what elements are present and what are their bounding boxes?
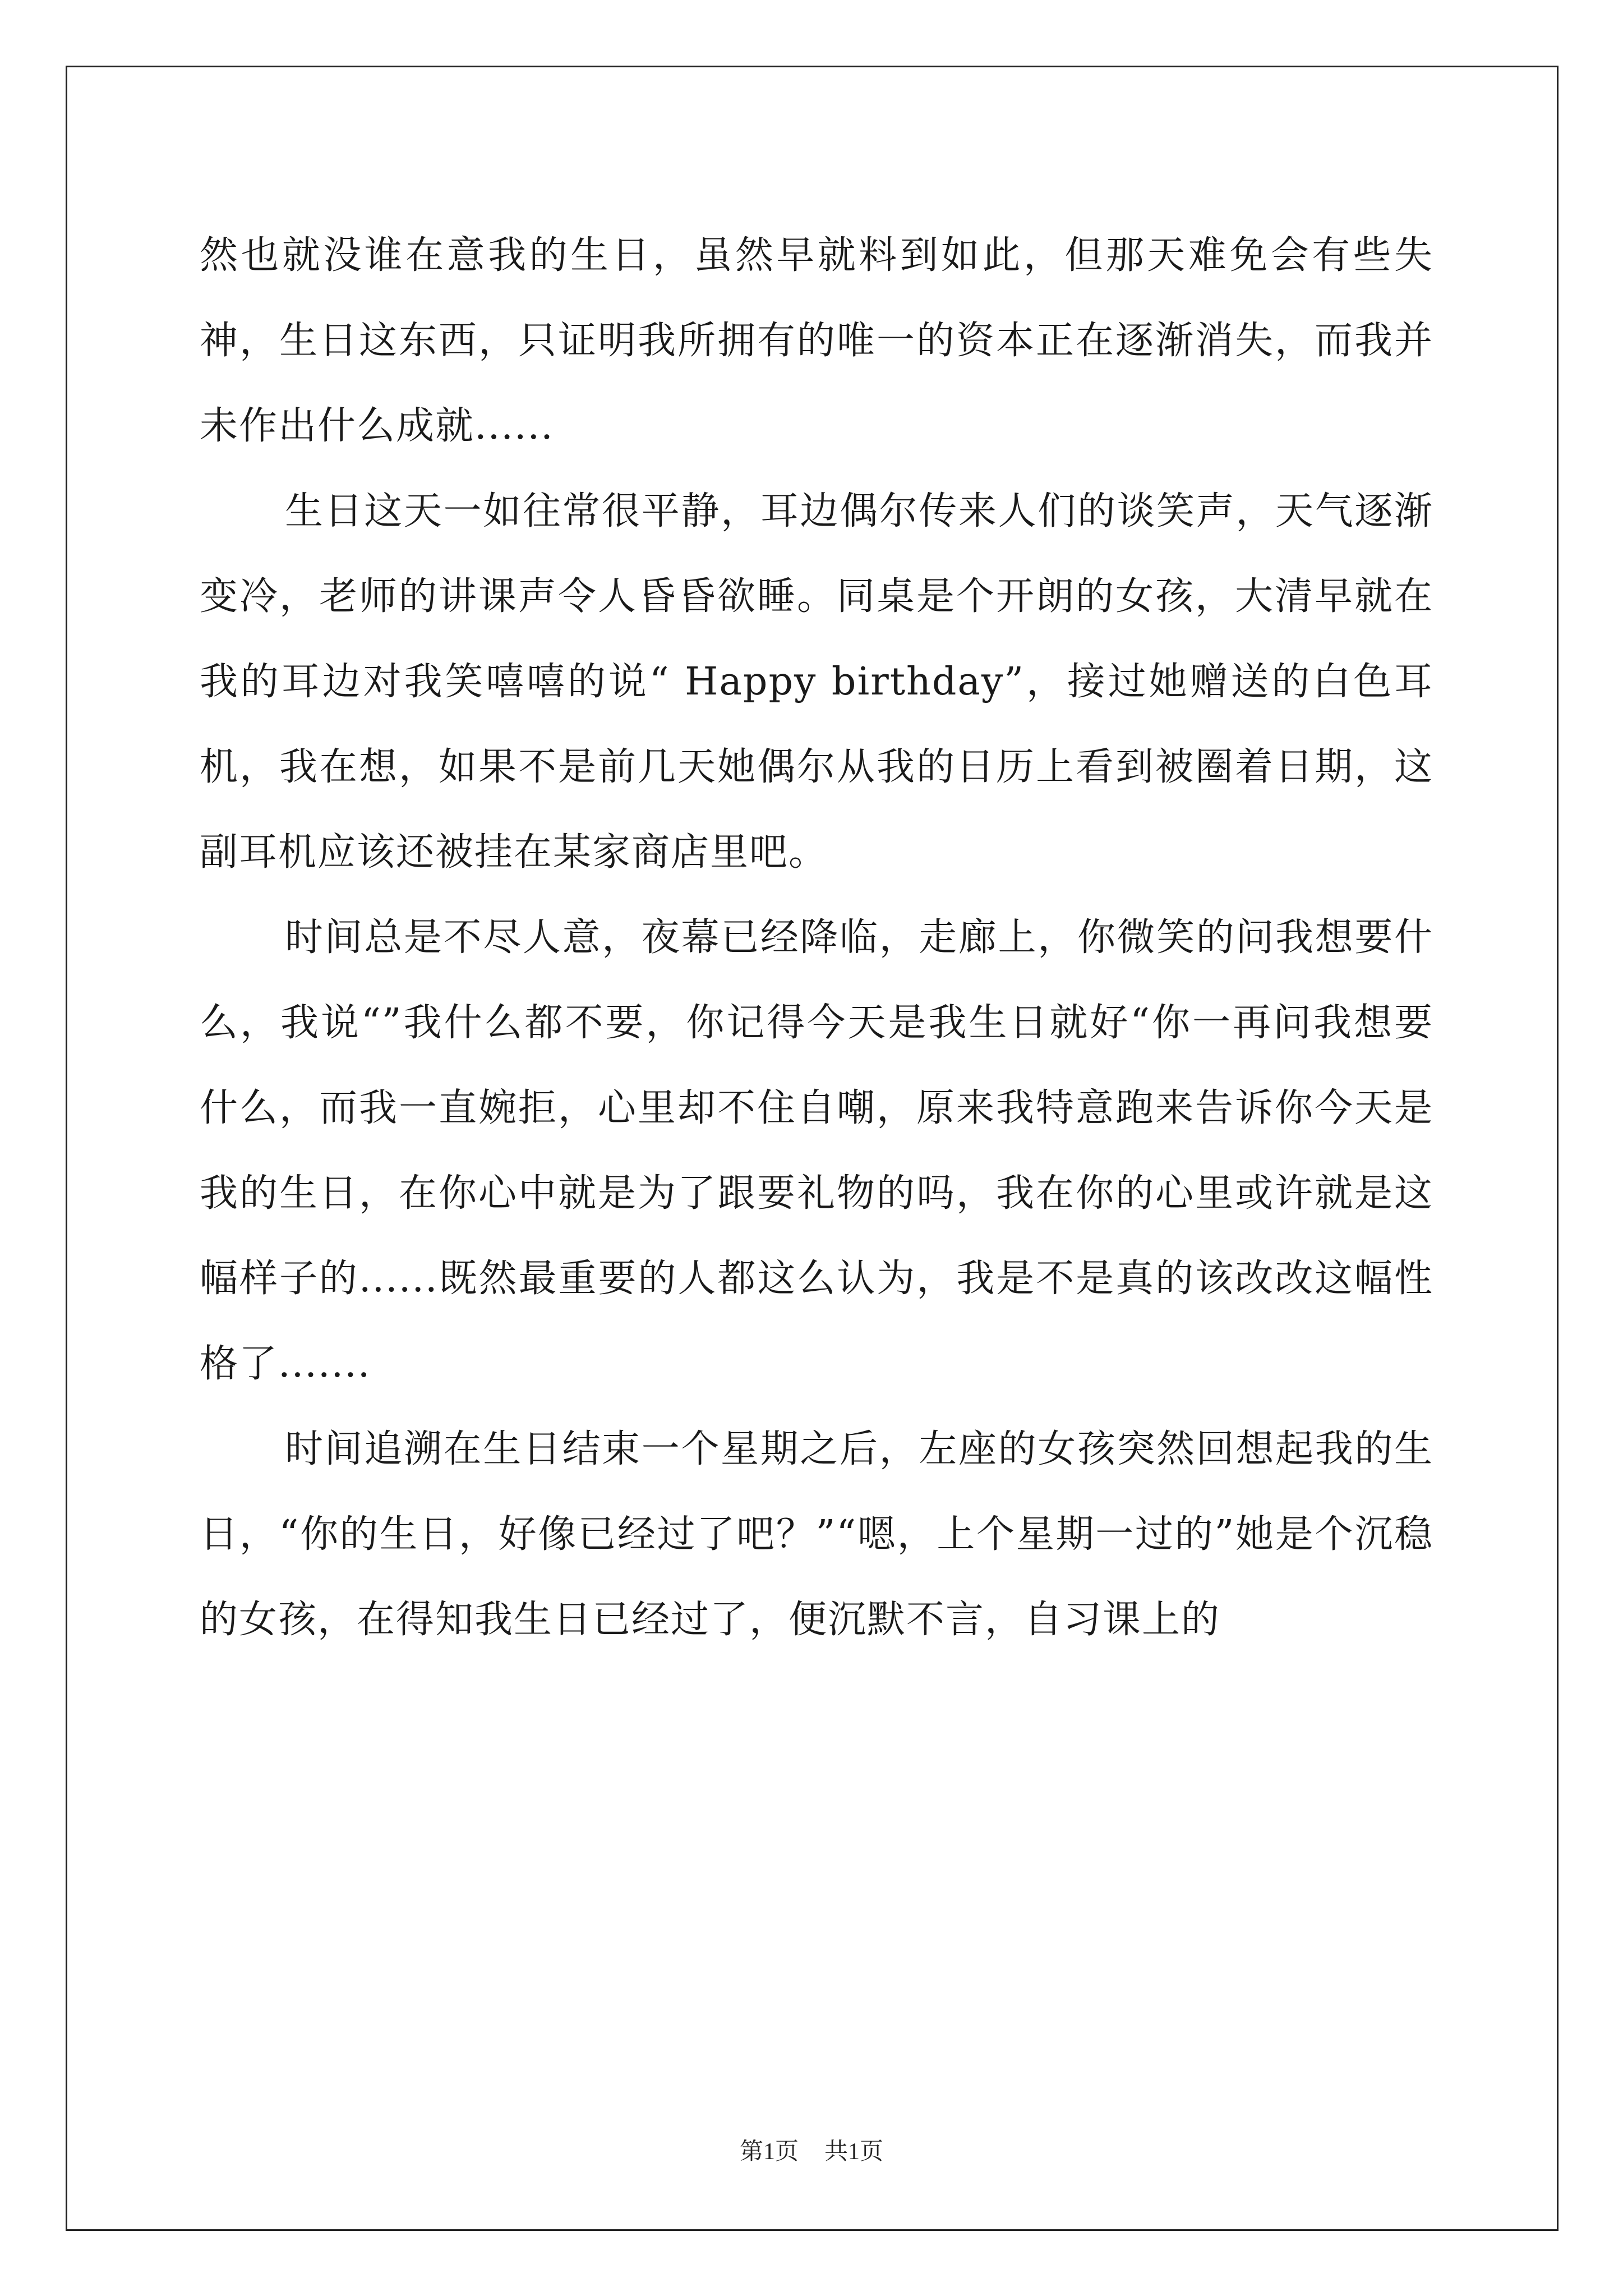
paragraph-1: 然也就没谁在意我的生日，虽然早就料到如此，但那天难免会有些失神，生日这东西，只证明我所拥有的唯一的资本正在逐渐消失，而我并未作出什么成就......	[200, 233, 1433, 448]
paragraph-2: 生日这天一如往常很平静，耳边偶尔传来人们的谈笑声，天气逐渐变冷，老师的讲课声令人昏昏欲睡。同桌是个开朗的女孩，大清早就在我的耳边对我笑嘻嘻的说“ Happy birthday”，接过她赠送的白色耳机，我在想，如果不是前几天她偶尔从我的日历上看到被圈着日期，这副耳机应该还被挂在某家商店里吧。	[200, 489, 1433, 875]
page-total-label: 共1页	[824, 2139, 884, 2165]
paragraph-4: 时间追溯在生日结束一个星期之后，左座的女孩突然回想起我的生日，“你的生日，好像已经过了吧？”“嗯，上个星期一过的”她是个沉稳的女孩，在得知我生日已经过了，便沉默不言，自习课上的	[200, 1427, 1433, 1642]
page-number-label: 第1页	[739, 2139, 799, 2165]
paragraph-3: 时间总是不尽人意，夜幕已经降临，走廊上，你微笑的问我想要什么，我说“”我什么都不要，你记得今天是我生日就好“你一再问我想要什么，而我一直婉拒，心里却不住自嘲，原来我特意跑来告诉你今天是我的生日，在你心中就是为了跟要礼物的吗，我在你的心里或许就是这幅样子的......既然最重要的人都这么认为，我是不是真的该改改这幅性格了.......	[200, 915, 1433, 1386]
page-footer	[0, 2133, 1623, 2166]
document-body	[200, 213, 1433, 1663]
